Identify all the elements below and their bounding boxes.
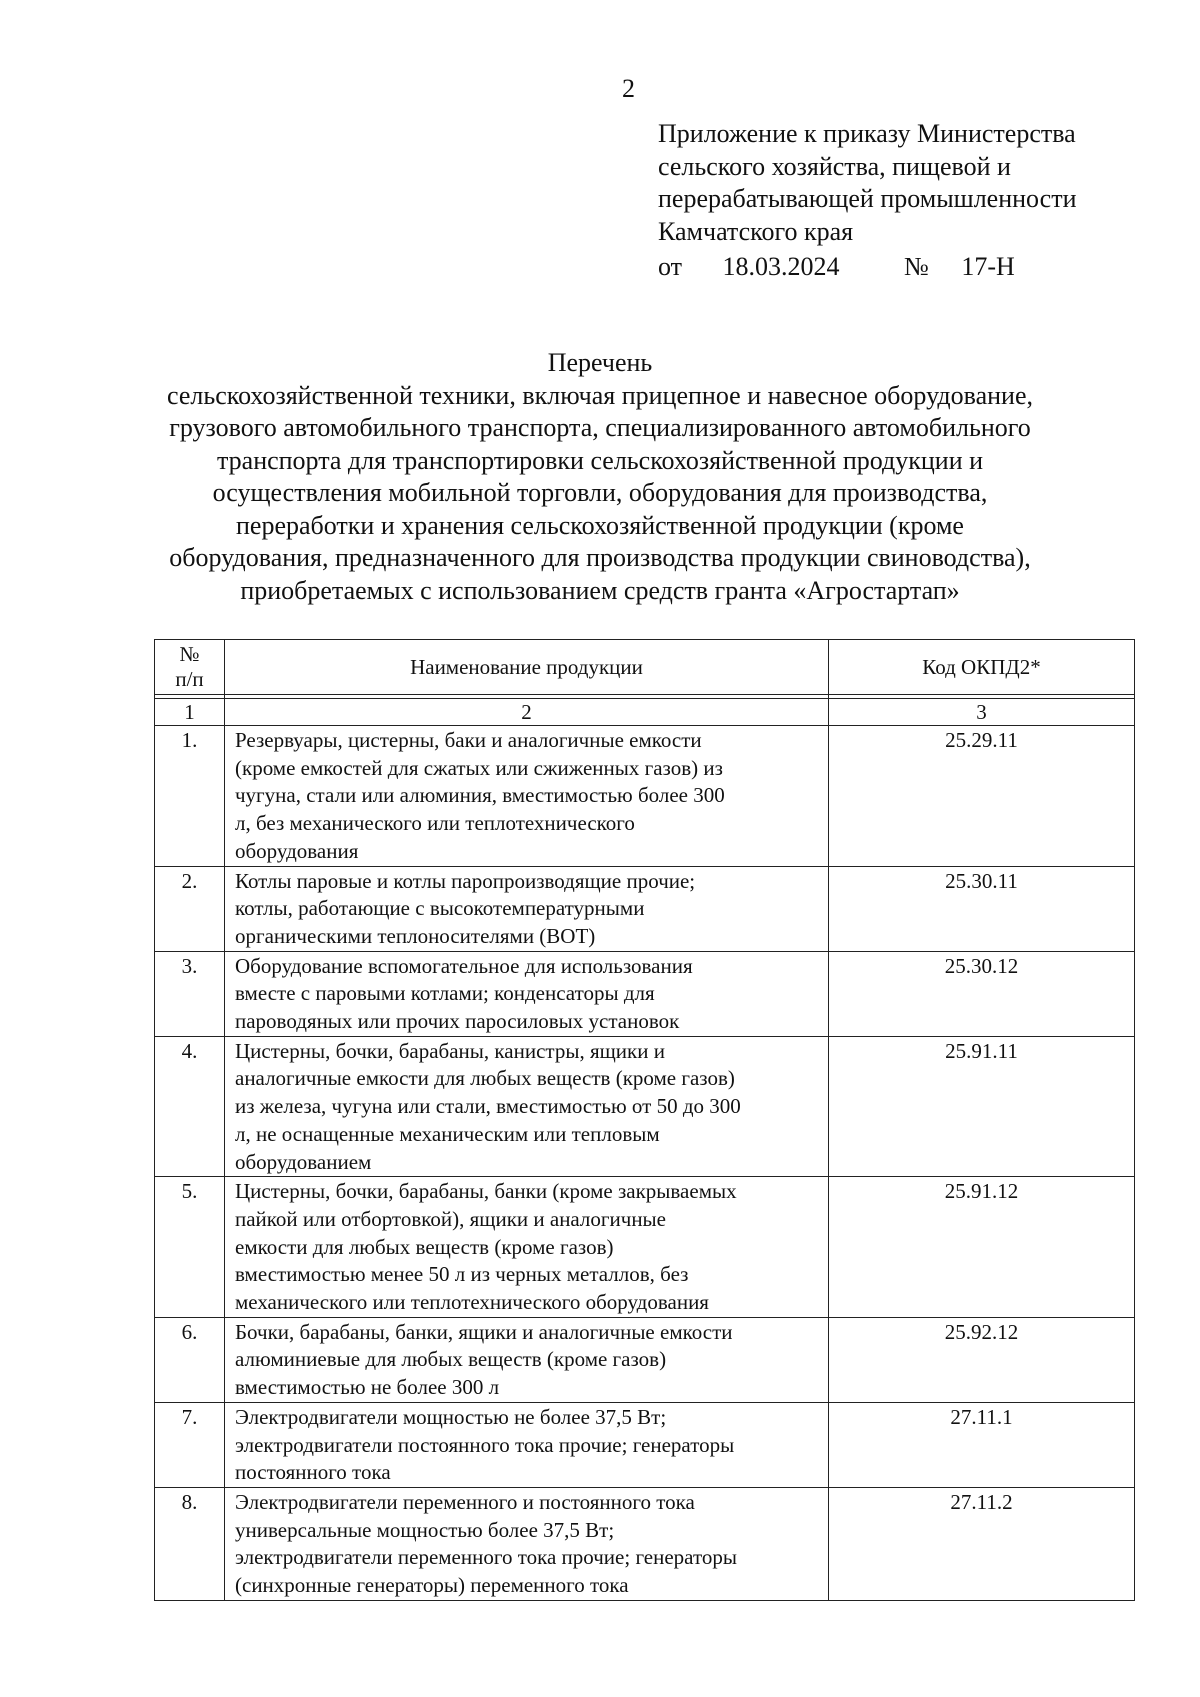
- table-header-row: [155, 640, 1135, 695]
- row-number: 5.: [155, 1177, 225, 1318]
- product-name: [225, 1036, 829, 1177]
- okpd2-code: 25.91.11: [829, 1036, 1135, 1177]
- order-number: 17-Н: [961, 252, 1015, 281]
- appendix-line: Приложение к приказу Министерства: [658, 119, 1076, 148]
- title-line: транспорта для транспортировки сельскохозяйственной продукции и: [216, 445, 984, 475]
- order-date: 18.03.2024: [722, 252, 840, 281]
- appendix-block: [658, 118, 1077, 284]
- product-name-line: универсальные мощностью более 37,5 Вт;: [235, 1517, 615, 1542]
- product-name-line: оборудования: [235, 838, 359, 863]
- product-name-line: Цистерны, бочки, барабаны, канистры, ящики и: [235, 1038, 665, 1063]
- product-name: [225, 1402, 829, 1487]
- table-row: [155, 726, 1135, 867]
- title-line: грузового автомобильного транспорта, специализированного автомобильного: [169, 413, 1031, 442]
- product-name-line: вместимостью менее 50 л из черных металлов, без: [235, 1262, 689, 1287]
- header-number-line1: №: [179, 642, 200, 666]
- order-reference: [658, 251, 1077, 284]
- column-numbers-row: [155, 699, 1135, 726]
- table-row: [155, 1487, 1135, 1600]
- column-number: 1: [155, 699, 225, 726]
- product-name-line: (кроме емкостей для сжатых или сжиженных газов) из: [235, 755, 723, 780]
- title-line: оборудования, предназначенного для производства продукции свиноводства),: [169, 543, 1031, 572]
- header-code: Код ОКПД2*: [829, 640, 1135, 695]
- product-name-line: оборудованием: [235, 1149, 372, 1174]
- row-number: 7.: [155, 1402, 225, 1487]
- product-name-line: постоянного тока: [235, 1460, 391, 1485]
- table-row: [155, 1177, 1135, 1318]
- row-number: 1.: [155, 726, 225, 867]
- product-name-line: Электродвигатели мощностью не более 37,5 Вт;: [235, 1404, 667, 1429]
- okpd2-code: 25.92.12: [829, 1317, 1135, 1402]
- product-name-line: л, без механического или теплотехнического: [235, 811, 635, 836]
- product-name-line: Котлы паровые и котлы паропроизводящие прочие;: [235, 868, 696, 893]
- product-name-line: (синхронные генераторы) переменного тока: [235, 1573, 629, 1598]
- product-name-line: вместимостью не более 300 л: [235, 1375, 500, 1400]
- table-body: [155, 695, 1135, 1601]
- appendix-line: сельского хозяйства, пищевой и: [658, 151, 1011, 181]
- product-name-line: пароводяных или прочих паросиловых установок: [235, 1009, 680, 1034]
- product-name: [225, 866, 829, 951]
- product-name-line: емкости для любых веществ (кроме газов): [235, 1234, 614, 1259]
- header-number-line2: п/п: [175, 667, 204, 691]
- row-number: 4.: [155, 1036, 225, 1177]
- order-prefix: от: [658, 252, 683, 281]
- product-name-line: из железа, чугуна или стали, вместимостью от 50 до 300: [235, 1094, 741, 1119]
- header-number: [155, 640, 225, 695]
- product-name-line: пайкой или отбортовкой), ящики и аналогичные: [235, 1206, 666, 1231]
- table-row: [155, 866, 1135, 951]
- row-number: 6.: [155, 1317, 225, 1402]
- product-name-line: Цистерны, бочки, барабаны, банки (кроме закрываемых: [235, 1179, 737, 1204]
- product-name-line: л, не оснащенные механическим или тепловым: [235, 1121, 660, 1146]
- product-name-line: вместе с паровыми котлами; конденсаторы для: [235, 981, 655, 1006]
- product-name-line: Оборудование вспомогательное для использования: [235, 953, 693, 978]
- product-name-line: Резервуары, цистерны, баки и аналогичные емкости: [235, 728, 702, 752]
- product-name-line: чугуна, стали или алюминия, вместимостью более 300: [235, 783, 725, 808]
- products-table: [154, 639, 1135, 1601]
- order-number-sign: №: [904, 252, 929, 281]
- okpd2-code: 27.11.2: [829, 1487, 1135, 1600]
- title-line: осуществления мобильной торговли, оборудования для производства,: [212, 478, 988, 507]
- product-name-line: аналогичные емкости для любых веществ (кроме газов): [235, 1066, 735, 1091]
- column-number: 3: [829, 699, 1135, 726]
- product-name: [225, 726, 829, 867]
- title-line: приобретаемых с использованием средств гранта «Агростартап»: [240, 575, 960, 605]
- table-row: [155, 1402, 1135, 1487]
- product-name-line: Бочки, барабаны, банки, ящики и аналогичные емкости: [235, 1319, 733, 1344]
- product-name-line: Электродвигатели переменного и постоянного тока: [235, 1489, 695, 1514]
- product-name-line: электродвигатели переменного тока прочие; генераторы: [235, 1545, 737, 1570]
- okpd2-code: 27.11.1: [829, 1402, 1135, 1487]
- product-name: [225, 1177, 829, 1318]
- okpd2-code: 25.30.11: [829, 866, 1135, 951]
- page-number: 2: [622, 74, 635, 103]
- appendix-line: Камчатского края: [658, 216, 854, 246]
- product-name-line: механического или теплотехнического оборудования: [235, 1290, 709, 1315]
- product-name-line: алюминиевые для любых веществ (кроме газов): [235, 1347, 667, 1372]
- title-line: переработки и хранения сельскохозяйственной продукции (кроме: [236, 510, 964, 540]
- table-row: [155, 1317, 1135, 1402]
- okpd2-code: 25.91.12: [829, 1177, 1135, 1318]
- okpd2-code: 25.30.12: [829, 951, 1135, 1036]
- appendix-line: перерабатывающей промышленности: [658, 184, 1077, 213]
- product-name: [225, 1487, 829, 1600]
- product-name-line: органическими теплоносителями (ВОТ): [235, 923, 596, 948]
- product-name: [225, 951, 829, 1036]
- product-name-line: электродвигатели постоянного тока прочие; генераторы: [235, 1432, 735, 1457]
- title-heading: Перечень: [547, 348, 653, 377]
- document-title: [100, 347, 1100, 607]
- title-line: сельскохозяйственной техники, включая прицепное и навесное оборудование,: [167, 380, 1033, 410]
- table-row: [155, 951, 1135, 1036]
- row-number: 2.: [155, 866, 225, 951]
- product-name-line: котлы, работающие с высокотемпературными: [235, 896, 645, 921]
- header-name: Наименование продукции: [225, 640, 829, 695]
- table-row: [155, 1036, 1135, 1177]
- okpd2-code: 25.29.11: [829, 726, 1135, 867]
- column-number: 2: [225, 699, 829, 726]
- product-name: [225, 1317, 829, 1402]
- row-number: 8.: [155, 1487, 225, 1600]
- row-number: 3.: [155, 951, 225, 1036]
